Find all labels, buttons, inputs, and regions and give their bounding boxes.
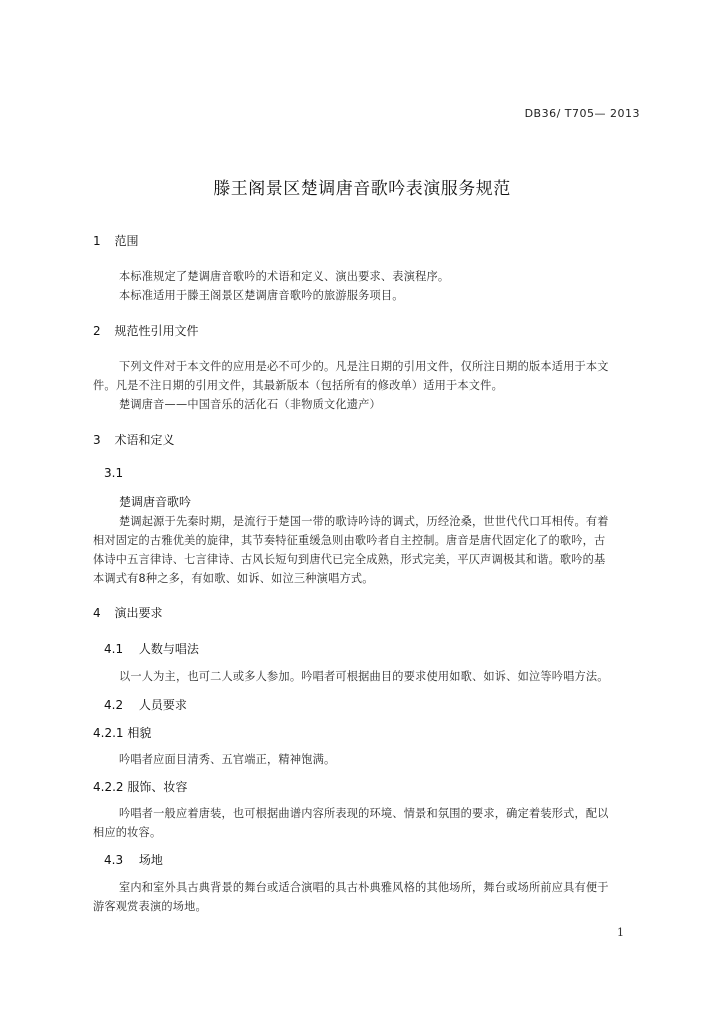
clause-4-2-2-heading: 4.2.2 服饰、妆容 (93, 780, 188, 794)
section-2-paragraph-1-line-1: 下列文件对于本文件的应用是必不可少的。凡是注日期的引用文件，仅所注日期的版本适用于本文 (119, 360, 609, 373)
section-1-paragraph-1: 本标准规定了楚调唐音歌吟的术语和定义、演出要求、表演程序。 (119, 270, 450, 283)
section-number: 1 (93, 234, 101, 248)
subsection-number: 4.2 (104, 698, 124, 712)
section-2-heading (93, 322, 198, 339)
subsection-3-1-number: 3.1 (104, 466, 124, 480)
subsection-4-1-text: 以一人为主，也可二人或多人参加。吟唱者可根据曲目的要求使用如歌、如诉、如泣等吟唱方法。 (119, 670, 609, 683)
clause-4-2-2-line-1: 吟唱者一般应着唐装，也可根据曲谱内容所表现的环境、情景和氛围的要求，确定着装形式，配以 (119, 807, 609, 820)
section-title: 术语和定义 (114, 433, 175, 447)
section-1-heading (93, 232, 138, 249)
section-number: 2 (93, 324, 101, 338)
clause-4-2-1-heading: 4.2.1 相貌 (93, 726, 152, 740)
definition-line-4: 本调式有8种之多，有如歌、如诉、如泣三种演唱方式。 (93, 572, 374, 585)
subsection-number: 4.3 (104, 853, 124, 867)
section-title: 规范性引用文件 (114, 324, 199, 338)
page-number: 1 (617, 926, 624, 939)
standard-code: DB36/ T705— 2013 (524, 107, 640, 120)
section-4-heading (93, 604, 162, 621)
definition-line-1: 楚调起源于先秦时期，是流行于楚国一带的歌诗吟诗的调式，历经沧桑，世世代代口耳相传。有着 (119, 515, 609, 528)
definition-line-3: 体诗中五言律诗、七言律诗、古风长短句到唐代已完全成熟，形式完美，平仄声调极其和谐。歌吟的基 (93, 553, 606, 566)
subsection-4-3-line-2: 游客观赏表演的场地。 (93, 900, 207, 913)
subsection-4-2-heading (104, 696, 187, 713)
section-2-paragraph-1-line-2: 件。凡是不注日期的引用文件，其最新版本（包括所有的修改单）适用于本文件。 (93, 379, 503, 392)
clause-4-2-2-line-2: 相应的妆容。 (93, 826, 162, 839)
clause-4-2-1-text: 吟唱者应面目清秀、五官端正，精神饱满。 (119, 753, 336, 766)
section-1-paragraph-2: 本标准适用于滕王阁景区楚调唐音歌吟的旅游服务项目。 (119, 289, 404, 302)
section-title: 范围 (114, 234, 139, 248)
section-title: 演出要求 (114, 606, 163, 620)
section-3-heading (93, 431, 174, 448)
section-2-paragraph-2: 楚调唐音——中国音乐的活化石（非物质文化遗产） (119, 398, 381, 411)
definition-line-2: 相对固定的古雅优美的旋律，其节奏特征重缓急则由歌吟者自主控制。唐音是唐代固定化了的歌吟，古 (93, 534, 606, 547)
section-number: 4 (93, 606, 101, 620)
subsection-4-3-line-1: 室内和室外具古典背景的舞台或适合演唱的具古朴典雅风格的其他场所，舞台或场所前应具有便于 (119, 881, 609, 894)
section-number: 3 (93, 433, 101, 447)
subsection-title: 人员要求 (138, 698, 187, 712)
subsection-4-3-heading (104, 851, 163, 868)
subsection-title: 人数与唱法 (138, 642, 199, 656)
subsection-4-1-heading (104, 640, 199, 657)
subsection-title: 场地 (138, 853, 163, 867)
document-title: 滕王阁景区楚调唐音歌吟表演服务规范 (213, 179, 511, 199)
subsection-number: 4.1 (104, 642, 124, 656)
term-title: 楚调唐音歌吟 (119, 495, 192, 509)
